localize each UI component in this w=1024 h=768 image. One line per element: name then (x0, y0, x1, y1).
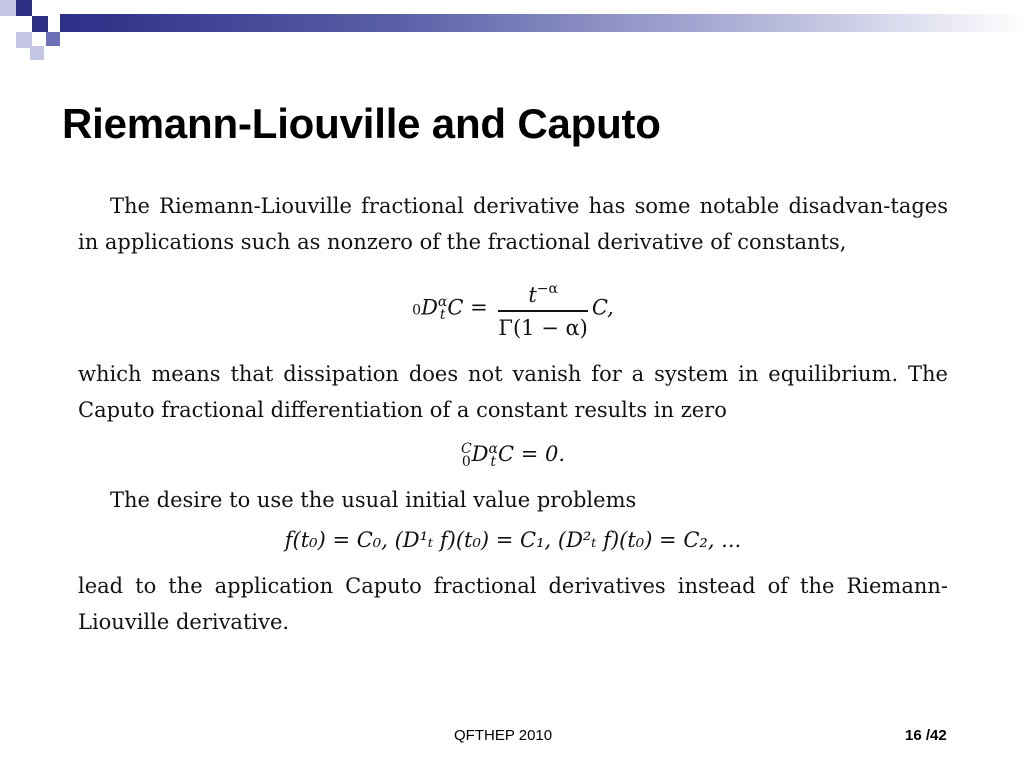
eq1-rhs: C, (591, 295, 614, 320)
eq1-fraction (498, 274, 587, 344)
eq1-denominator: Γ(1 − α) (498, 316, 588, 340)
eq2-rest: C = 0. (497, 442, 566, 466)
eq1-num-exponent: −α (536, 281, 558, 297)
slide-title: Riemann-Liouville and Caputo (62, 100, 661, 147)
eq2-indices (488, 440, 498, 470)
footer-page-number: 16 /42 (905, 727, 947, 744)
deco-square (32, 16, 48, 32)
equation-1 (78, 274, 948, 344)
deco-square (46, 32, 60, 46)
deco-square (16, 0, 32, 16)
paragraph-3: The desire to use the usual initial value problems (110, 488, 637, 512)
header-decoration (0, 0, 1024, 70)
equation-2 (78, 436, 948, 472)
deco-square (0, 0, 16, 16)
eq1-variable: t (439, 307, 446, 323)
deco-square (30, 46, 44, 60)
eq1-lower-left-index: 0 (412, 302, 422, 319)
eq1-order: α (437, 294, 448, 310)
eq2-caputo-mark: C (460, 440, 472, 457)
slide-body (78, 188, 948, 640)
eq1-indices (438, 296, 447, 322)
eq3-text: f(t₀) = C₀, (D¹ₜ f)(t₀) = C₁, (D²ₜ f)(t₀) = C₂, ... (284, 528, 742, 552)
eq1-operator: D (421, 295, 438, 320)
paragraph-1: The Riemann-Liouville fractional derivative has some notable disadvan-tages in applications such as nonzero of the fractional derivative of constants, (78, 194, 948, 254)
paragraph-2: which means that dissipation does not vanish for a system in equilibrium. The Caputo fractional differentiation of a constant results in zero (78, 362, 948, 422)
eq2-operator: D (471, 442, 489, 466)
eq2-order: α (488, 440, 498, 457)
eq2-prefix (460, 440, 472, 470)
eq1-num-base: t (528, 283, 537, 307)
eq1-lhs-rest: C = (447, 295, 488, 320)
eq2-variable: t (490, 453, 497, 470)
footer-conference: QFTHEP 2010 (454, 727, 553, 744)
paragraph-4: lead to the application Caputo fractional derivatives instead of the Riemann-Liouville derivative. (78, 574, 948, 634)
eq1-numerator (498, 274, 587, 312)
eq2-lower-index: 0 (461, 453, 471, 470)
equation-3 (78, 522, 948, 558)
header-gradient-bar (60, 14, 1024, 32)
